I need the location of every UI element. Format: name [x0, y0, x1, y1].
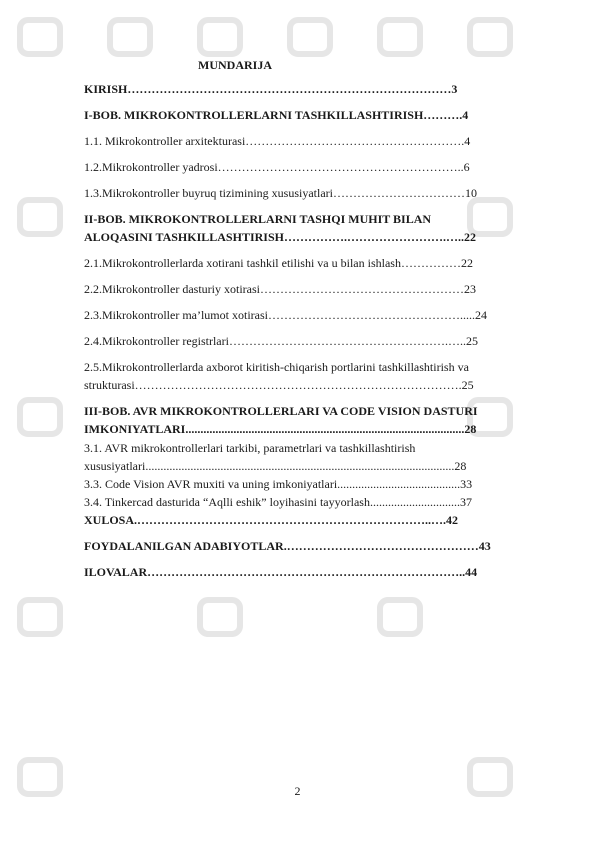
toc-entry-3-1-line2: xususiyatlari.......................................................................................................28	[84, 459, 467, 473]
toc-entry-ilovalar: ILOVALAR……………………………………………………………………..44	[84, 565, 478, 579]
toc-entry-xulosa: XULOSA.………………………………………………………………..….42	[84, 513, 459, 527]
toc-entry-2-5-line2: strukturasi……………………………………………………………………….25	[84, 378, 474, 392]
toc-entry-3-1-line1: 3.1. AVR mikrokontrollerlari tarkibi, parametrlari va tashkillashtirish	[84, 441, 416, 455]
toc-entry-chapter-2-line1: II-BOB. MIKROKONTROLLERLARNI TASHQI MUHIT BILAN	[84, 212, 432, 226]
toc-entry-foydalanilgan-adabiyotlar: FOYDALANILGAN ADABIYOTLAR.…………………………………………43	[84, 539, 491, 553]
toc-entry-2-2: 2.2.Mikrokontroller dasturiy xotirasi……………………………………………23	[84, 282, 476, 296]
toc-entry-3-4: 3.4. Tinkercad dasturida “Aqlli eshik” loyihasini tayyorlash..............................37	[84, 495, 472, 509]
toc-entry-3-3: 3.3. Code Vision AVR muxiti va uning imkoniyatlari.........................................33	[84, 477, 473, 491]
page-title: MUNDARIJA	[198, 58, 272, 72]
toc-entry-chapter-1: I-BOB. MIKROKONTROLLERLARNI TASHKILLASHTIRISH……….4	[84, 108, 469, 122]
page-number: 2	[294, 784, 301, 798]
toc-entry-2-3: 2.3.Mikrokontroller ma’lumot xotirasi………………………………………….....24	[84, 308, 487, 322]
toc-entry-chapter-3-line2: IMKONIYATLARI.............................................................................................28	[84, 422, 477, 436]
toc-entry-chapter-2-line2: ALOQASINI TASHKILLASHTIRISH…………….…………………….…..22	[84, 230, 476, 244]
toc-entry-2-1: 2.1.Mikrokontrollerlarda xotirani tashkil etilishi va u bilan ishlash……………22	[84, 256, 473, 270]
toc-entry-1-2: 1.2.Mikrokontroller yadrosi……………………………………………………..6	[84, 160, 470, 174]
toc-entry-chapter-3-line1: III-BOB. AVR MIKROKONTROLLERLARI VA CODE VISION DASTURI	[84, 404, 478, 418]
toc-entry-kirish: KIRISH………………………………………………………………………3	[84, 82, 458, 96]
toc-entry-2-4: 2.4.Mikrokontroller registrlari……………………………………………….…..25	[84, 334, 478, 348]
toc-entry-1-1: 1.1. Mikrokontroller arxitekturasi……………………………………………….4	[84, 134, 471, 148]
toc-entry-2-5-line1: 2.5.Mikrokontrollerlarda axborot kiritish-chiqarish portlarini tashkillashtirish va	[84, 360, 469, 374]
toc-entry-1-3: 1.3.Mikrokontroller buyruq tizimining xususiyatlari……………………………10	[84, 186, 477, 200]
